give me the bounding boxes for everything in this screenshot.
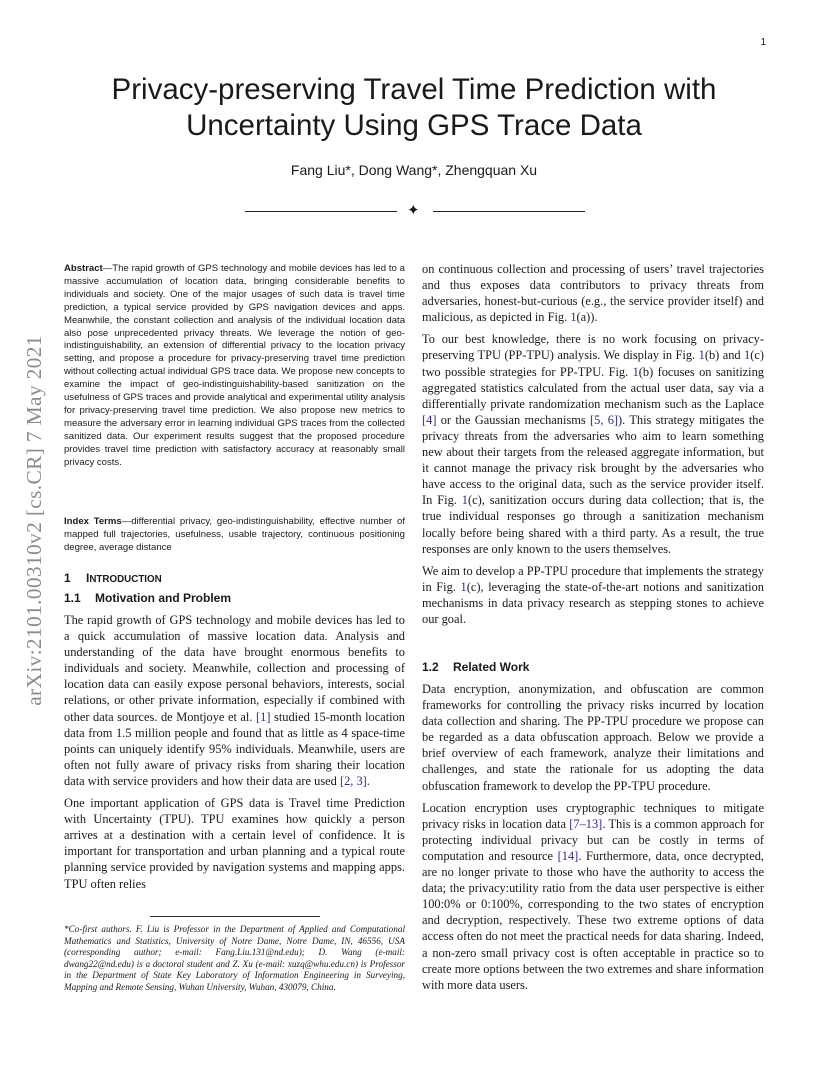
body-paragraph	[422, 563, 764, 627]
figure-link[interactable]: 1	[570, 310, 577, 325]
figure-link[interactable]: 1	[698, 348, 705, 363]
body-text-run: (a)).	[576, 310, 598, 325]
index-terms-text: —differential privacy, geo-indistinguishability, effective number of mapped full trajectories, usefulness, usable trajectory, continuous positioning degree, average distance	[64, 516, 405, 553]
body-paragraph	[422, 331, 764, 556]
body-text-run: The rapid growth of GPS technology and mobile devices has led to a quick accumulation of massive location data. Analysis and understanding of the data have brought enormous benefits to individuals and society. Meanwhile, collection and processing of location data can easily expose personal behaviors, interests, social relations, or other private information, especially if combined with other data sources. de Montjoye et al.	[64, 613, 405, 724]
citation-link[interactable]: [5, 6]	[590, 412, 619, 427]
figure-link[interactable]: 1	[744, 348, 751, 363]
section-number: 1	[64, 571, 71, 585]
abstract-text: —The rapid growth of GPS technology and mobile devices has led to a massive accumulation of location data, bringing considerable benefits to individuals and society. One of the major usages of such data is travel time prediction, a typical service provided by GPS navigation devices and apps. Meanwhile, the constant collection and analysis of the individual location data also pose unprecedented privacy threats. We leverage the notion of geo-indistinguishability, an extension of differential privacy to the location privacy setting, and propose a procedure for privacy-preserving travel time prediction without collecting actual individual GPS trace data. We propose new concepts to examine the impact of geo-indistinguishability-based sanitization on the usefulness of GPS traces and provide analytical and experimental utility analysis for privacy-preserving travel time prediction. We also propose new metrics to measure the adversary error in learning individual GPS traces from the collected sanitized data. Our experiment results suggest that the proposed procedure provides travel time prediction with satisfactory accuracy at reasonably small privacy costs.	[64, 263, 405, 468]
body-paragraph	[422, 261, 764, 325]
body-text-run: (c) two possible strategies for PP-TPU. Fig.	[422, 348, 764, 379]
body-text-run: . Furthermore, data, once decrypted, are no longer private to those who have the authority to access the data; the privacy:utility ratio from the data user perspective is either 100:0% or 0:100%, corresponding to the two states of encryption and decryption, respectively. These two extreme options of data access often do not meet the practical needs for data sharing. Indeed, a non-zero small privacy cost is often acceptable in practice so to create more options between the two extremes and share information with more data users.	[422, 848, 764, 992]
divider-rule-right	[433, 211, 585, 212]
right-body-bottom	[422, 681, 764, 993]
abstract-label: Abstract	[64, 263, 103, 274]
abstract-section	[64, 263, 405, 470]
footnote-rule	[150, 916, 320, 917]
left-body	[64, 612, 405, 892]
arxiv-identifier: arXiv:2101.00310v2 [cs.CR] 7 May 2021	[21, 334, 46, 706]
body-text-run: (b) and	[704, 348, 745, 363]
title-divider	[245, 205, 585, 219]
figure-link[interactable]: 1	[632, 364, 639, 379]
diamond-ornament-icon: ✦	[407, 203, 420, 219]
author-list: Fang Liu*, Dong Wang*, Zhengquan Xu	[290, 162, 538, 178]
body-text-run: ). This strategy mitigates the privacy threats from the adversaries who aim to learn something new about their targets from the released aggregate information, but it cannot manage the privacy risk brought by the adversaries who have access to the original data, such as the service provider itself. In Fig.	[422, 412, 764, 508]
citation-link[interactable]: [1]	[256, 709, 271, 724]
index-terms-paragraph	[64, 516, 405, 555]
subsection-number: 1.1	[64, 591, 81, 605]
index-terms-label: Index Terms	[64, 516, 122, 527]
body-text-run: (c), sanitization occurs during data collection; that is, the true individual responses go through a sanitization mechanism locally before being shared with a third party. As a result, the true responses are only known to the users themselves.	[422, 493, 764, 556]
figure-link[interactable]: 1	[460, 579, 467, 594]
body-text-run: on continuous collection and processing of users’ travel trajectories and thus exposes data contributors to privacy threats from adversaries, honest-but-curious (e.g., the service provider itself) and malicious, as depicted in Fig.	[422, 262, 764, 325]
citation-link[interactable]: [4]	[422, 412, 437, 427]
body-paragraph	[422, 800, 764, 993]
page-number: 1	[760, 37, 766, 48]
author-footnote: *Co-first authors. F. Liu is Professor in the Department of Applied and Computational Mathematics and Statistics, University of Notre Dame, Notre Dame, IN, 46556, USA (corresponding author; e-mail: Fang.Liu.131@nd.edu); D. Wang (e-mail: dwang22@nd.edu) is a doctoral student and Z. Xu (e-mail: xuzq@whu.edu.cn) is Professor in the Department of State Key Laboratory of Information Engineering in Surveying, Mapping and Remote Sensing, Wuhan University, Wuhan, 430079, China.	[64, 924, 405, 992]
body-paragraph: Data encryption, anonymization, and obfuscation are common frameworks for controlling the privacy risks incurred by location data collection and sharing. The PP-TPU procedure we propose can be regarded as a data obfuscation approach. Below we provide a brief overview of each framework, analyze their limitations and challenges, and state the rationale for us adopting the data obfuscation framework to develop the PP-TPU procedure.	[422, 682, 764, 793]
body-text-run: We aim to develop a PP-TPU procedure that implements the strategy in Fig.	[422, 563, 764, 594]
subsection-number: 1.2	[422, 660, 439, 674]
arxiv-stamp	[14, 280, 54, 760]
body-text-run: or the Gaussian mechanisms	[436, 412, 591, 427]
section-title-rest: NTRODUCTION	[89, 574, 162, 585]
body-text-run: studied 15-month location data from 1.5 million people and found that as little as 4 space-time points can uniquely identify 95% individuals. Meanwhile, users are often not fully aware of privacy risks from sharing their location data with service providers and how their data are used	[64, 709, 405, 788]
body-text-run: . This is a common approach for protecting individual privacy but can be costly in terms of computation and resource	[422, 816, 764, 863]
body-text-run: .	[366, 773, 370, 788]
paper-title: Privacy-preserving Travel Time Prediction with Uncertainty Using GPS Trace Data	[111, 73, 717, 142]
citation-link[interactable]: [14]	[557, 848, 579, 863]
subsection-title: Related Work	[453, 660, 530, 674]
body-text-run: (b) focuses on sanitizing aggregated statistics calculated from the actual user data, say via a differentially private randomization mechanism such as the Laplace	[422, 364, 764, 411]
subsection-heading-related-work	[422, 660, 764, 674]
body-paragraph	[64, 612, 405, 789]
section-heading-introduction	[64, 571, 405, 585]
abstract-paragraph	[64, 263, 405, 470]
right-body-top	[422, 261, 764, 627]
index-terms-section	[64, 516, 405, 555]
subsection-heading-motivation	[64, 591, 405, 605]
section-title-initial: I	[86, 571, 90, 585]
body-text-run: Location encryption uses cryptographic techniques to mitigate privacy risks in location data	[422, 800, 764, 831]
body-text-run: (c), leveraging the state-of-the-art notions and sanitization mechanisms in data privacy research as stepping stones to achieve our goal.	[422, 579, 764, 626]
figure-link[interactable]: 1	[461, 493, 468, 508]
subsection-title: Motivation and Problem	[95, 591, 232, 605]
body-text-run: To our best knowledge, there is no work focusing on privacy-preserving TPU (PP-TPU) analysis. We display in Fig.	[422, 332, 764, 363]
citation-link[interactable]: [2, 3]	[339, 773, 367, 788]
divider-rule-left	[245, 211, 397, 212]
citation-link[interactable]: [7–13]	[569, 816, 603, 831]
body-paragraph: One important application of GPS data is Travel time Prediction with Uncertainty (TPU). TPU examines how quickly a person arrives at a destination with a certain level of confidence. It is important for transportation and urban planning and a typical route planning service provided by navigation systems and mapping apps. TPU often relies	[64, 796, 405, 891]
